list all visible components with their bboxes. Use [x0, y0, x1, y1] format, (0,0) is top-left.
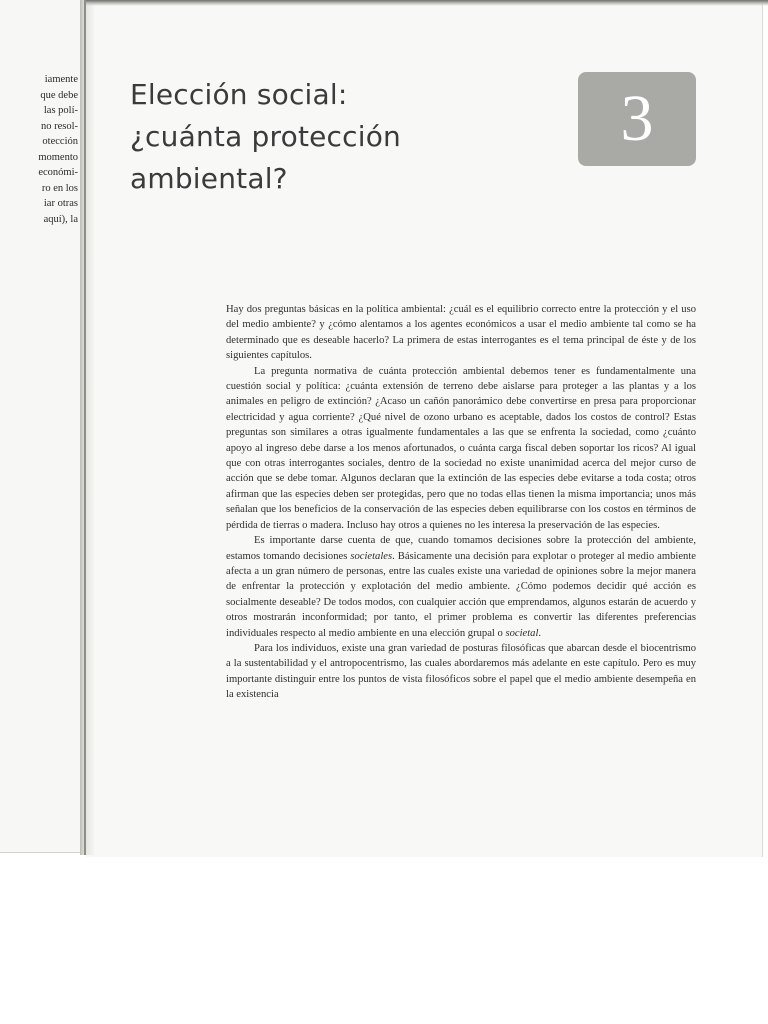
chapter-number-badge: 3 — [578, 72, 696, 166]
emphasis-term: societal — [505, 627, 539, 639]
chapter-title — [130, 74, 550, 200]
gutter-shadow-line — [84, 0, 86, 855]
left-fragment-line: otección — [42, 136, 78, 147]
chapter-title-line: Elección social: — [130, 78, 348, 111]
body-text-run: . Básicamente una decisión para explotar o proteger al medio ambiente afecta a un gran número de personas, entre las cuales existe una variedad de opiniones sobre la mejor manera de enfrentar la protección y explotación del medio ambiente. ¿Cómo podemos decidir qué acción es socialmente deseable? De todos modos, con cualquier acción que emprendamos, algunos estarán de acuerdo y otros mostrarán inconformidad; por tanto, el primer problema es convertir las diferentes preferencias individuales respecto al medio ambiente en una elección grupal o — [226, 550, 696, 639]
chapter-title-line: ¿cuánta protección — [130, 120, 401, 153]
left-page-text-fragment — [38, 72, 78, 227]
body-text-run: Es importante darse cuenta de que, cuando tomamos decisiones sobre la protección del ambiente, estamos tomando decisiones — [226, 535, 696, 562]
left-fragment-line: aquí), la — [43, 213, 78, 225]
blank-scan-margin — [0, 857, 768, 1024]
left-page-bottom-edge — [0, 852, 86, 853]
left-fragment-line: ro en los — [41, 182, 78, 194]
body-paragraph: Para los individuos, existe una gran variedad de posturas filosóficas que abarcan desde el biocentrismo a la sustentabilidad y el antropocentrismo, las cuales abordaremos más adelante en este capítulo. Pero es muy importante distinguir entre los puntos de vista filosóficos sobre el papel que el medio ambiente desempeña en la existencia — [226, 642, 696, 701]
body-paragraph: La pregunta normativa de cuánta protección ambiental debemos tener es fundamentalmente una cuestión social y política: ¿cuánta extensión de terreno debe aislarse para proteger a las plantas y a los animales en peligro de extinción? ¿Acaso un cañón panorámico debe convertirse en presa para proporcionar electricidad y agua corriente? ¿Qué nivel de ozono urbano es aceptable, dados los costos de control? Estas preguntas son similares a otras igualmente fundamentales a las que se enfrenta la sociedad, como ¿cuánto apoyo al ingreso debe darse a los menos afortunados, o cuánta carga fiscal deben soportar los ricos? Al igual que con otras interrogantes sociales, dentro de la sociedad no existe unanimidad acerca del mejor curso de acción que se debe tomar. Algunos declaran que la extinción de las especies debe evitarse a toda costa; otros afirman que las especies deben ser protegidas, pero que no todas ellas tienen la misma importancia; unos más señalan que los beneficios de la conservación de las especies deben equilibrarse con los costos en términos de pérdida de tierras o madera. Incluso hay otros a quienes no les interesa la preservación de las especies. — [226, 365, 696, 531]
chapter-body — [226, 302, 696, 703]
left-fragment-line: no resol- — [40, 120, 78, 132]
book-gutter — [80, 0, 94, 855]
left-fragment-line: iamente — [44, 74, 78, 85]
page-top-shadow — [86, 0, 768, 6]
chapter-title-line: ambiental? — [130, 162, 288, 195]
left-fragment-line: iar otras — [43, 198, 78, 209]
left-fragment-line: que debe — [40, 89, 78, 101]
emphasis-term: societales — [350, 550, 393, 562]
body-text-run: . — [538, 627, 542, 639]
left-fragment-line: momento — [38, 151, 78, 163]
left-page — [0, 0, 84, 853]
left-fragment-line: las polí- — [43, 105, 78, 116]
body-paragraph — [226, 533, 696, 641]
body-paragraph: Hay dos preguntas básicas en la política ambiental: ¿cuál es el equilibrio correcto entre la protección y el uso del medio ambiente? y ¿cómo alentamos a los agentes económicos a usar el medio ambiente tal como se ha determinado que es deseable hacerlo? La primera de estas interrogantes es el tema principal de éste y de los siguientes capítulos. — [226, 304, 696, 362]
left-fragment-line: económi- — [38, 167, 78, 178]
